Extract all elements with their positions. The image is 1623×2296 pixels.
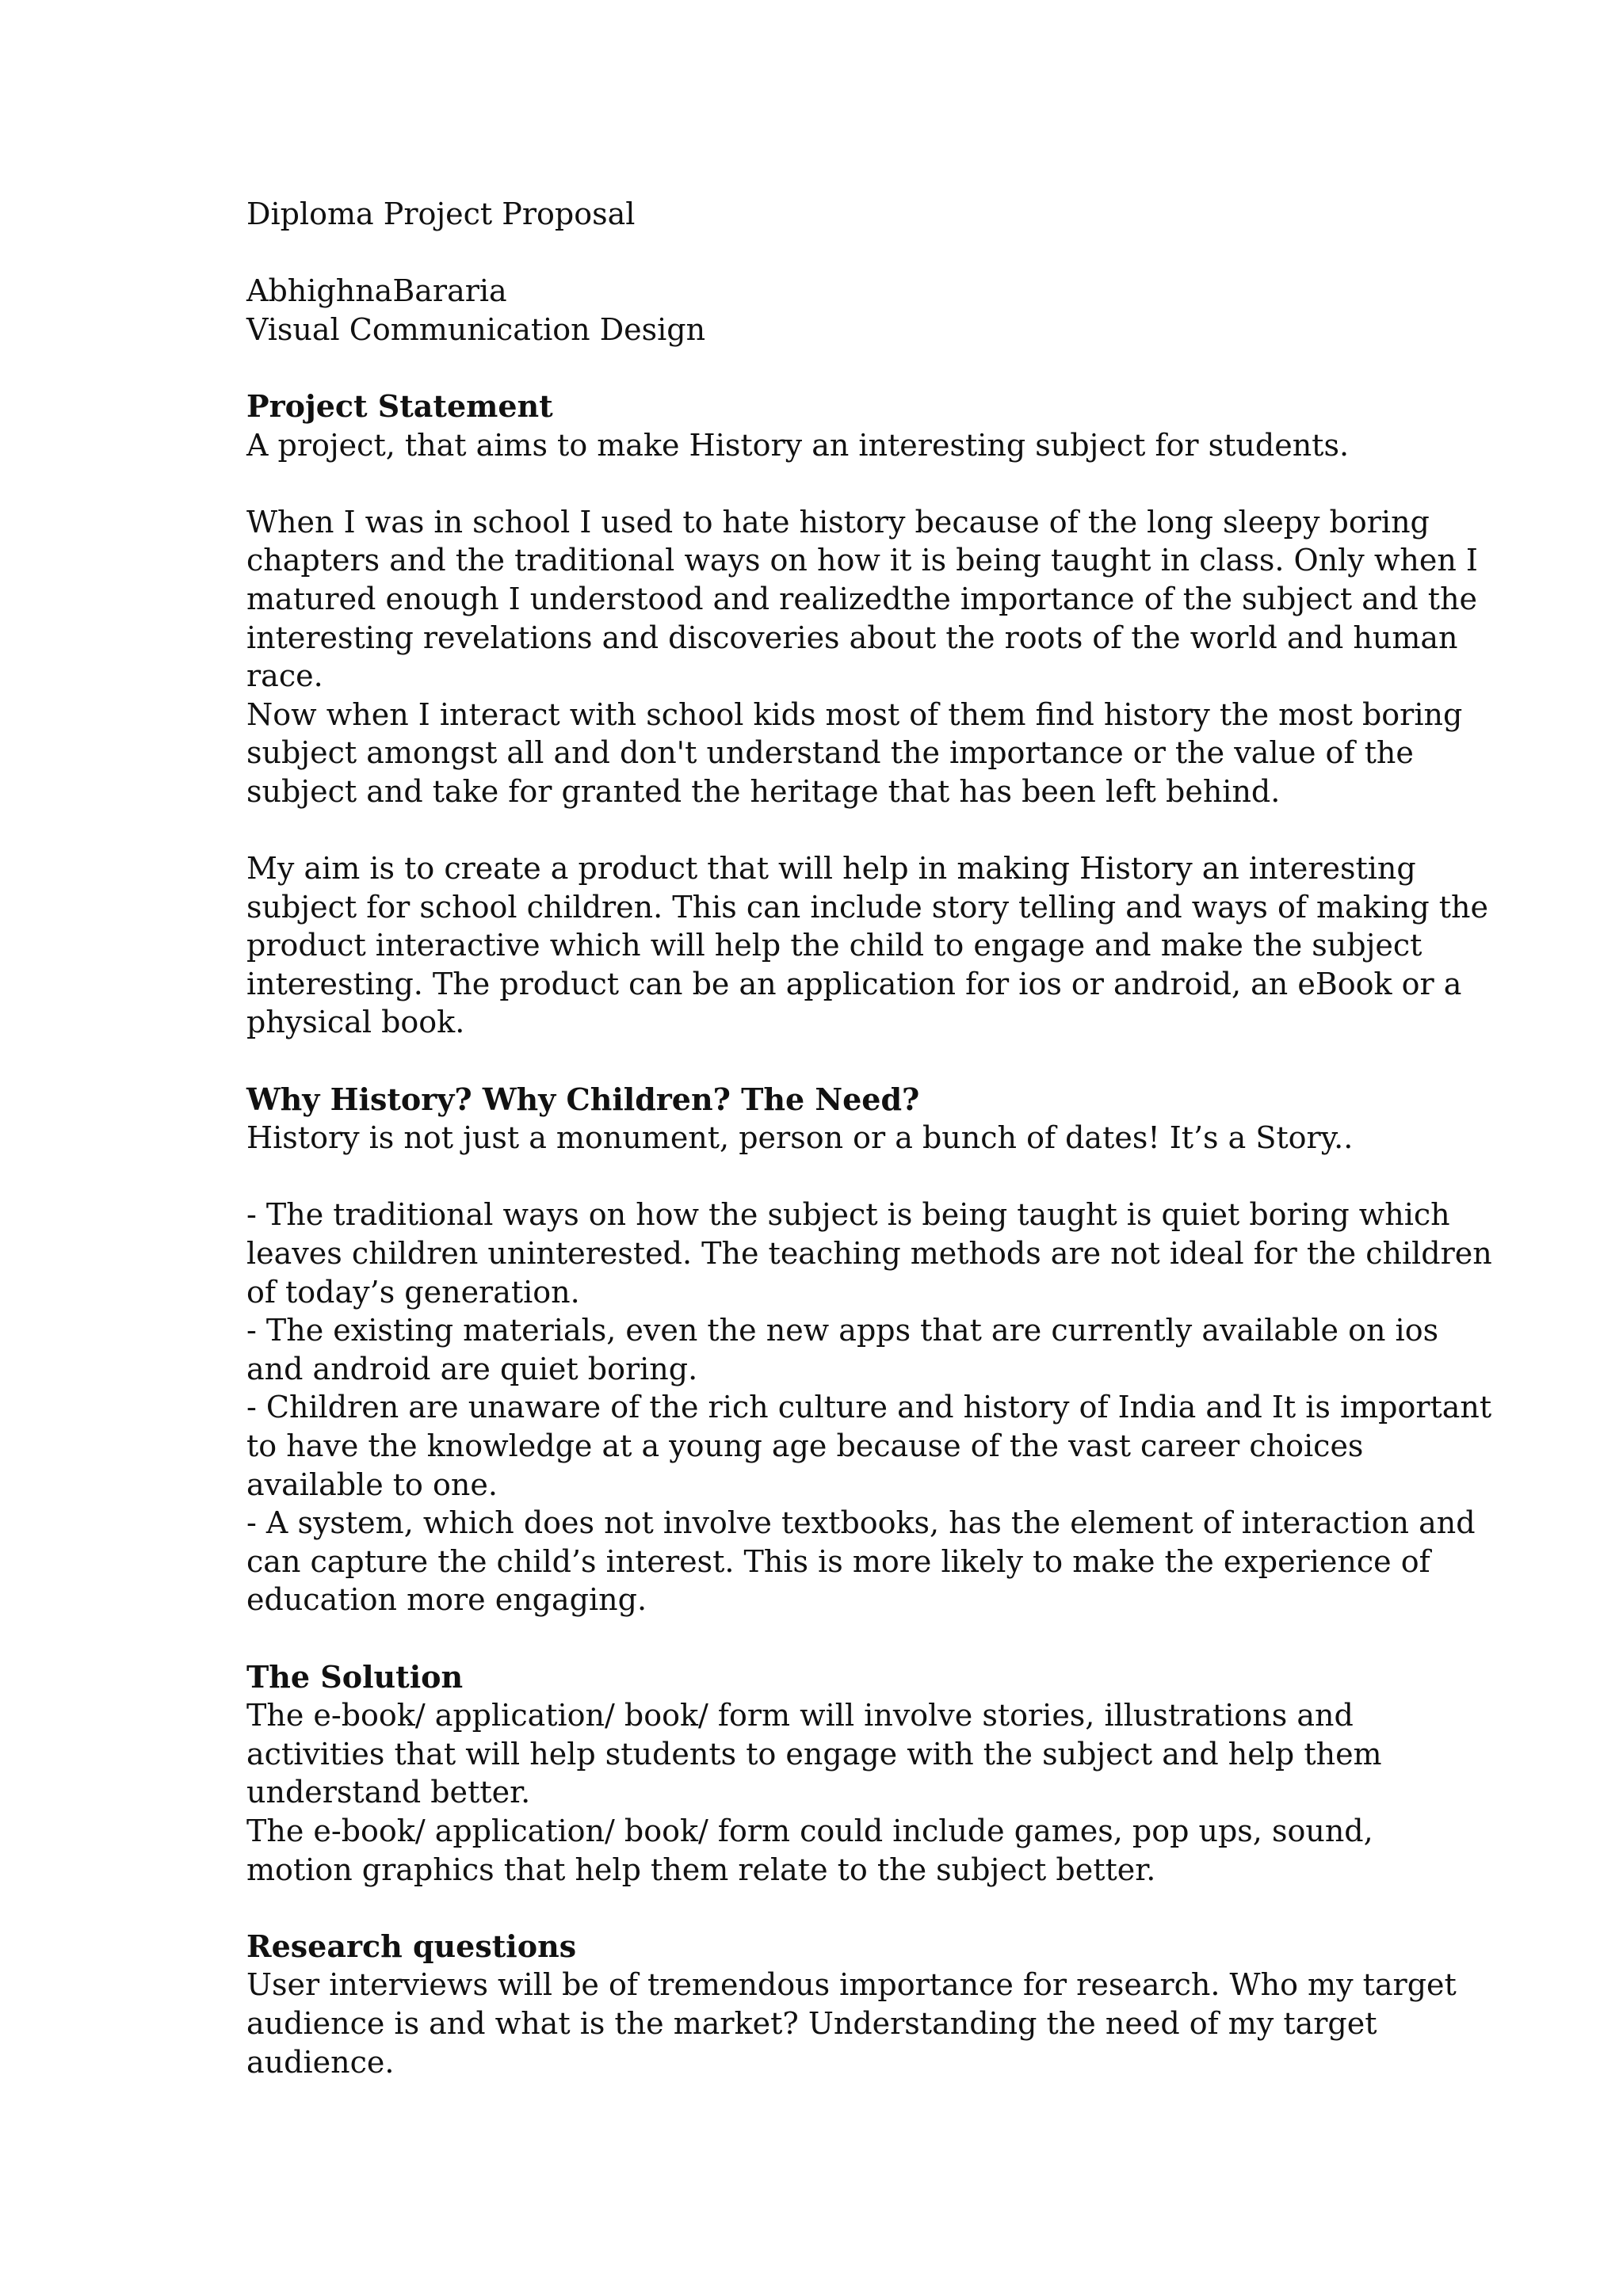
paragraph-line: My aim is to create a product that will help in making History an interesting (246, 851, 1416, 887)
bullet-line: leaves children uninterested. The teaching methods are not ideal for the children (246, 1236, 1492, 1272)
paragraph-line: chapters and the traditional ways on how it is being taught in class. Only when I (246, 543, 1478, 578)
paragraph-line: The e-book/ application/ book/ form will involve stories, illustrations and (246, 1698, 1354, 1733)
paragraph-line: motion graphics that help them relate to the subject better. (246, 1852, 1156, 1887)
document-body (246, 195, 1492, 2081)
project-statement-summary: A project, that aims to make History an interesting subject for students. (246, 427, 1350, 463)
spacer (246, 1619, 1388, 1658)
bullet-line: - Children are unaware of the rich culture and history of India and It is important (246, 1390, 1492, 1425)
paragraph-line: interesting revelations and discoveries about the roots of the world and human (246, 620, 1458, 655)
bullet-line: - The existing materials, even the new apps that are currently available on ios (246, 1313, 1439, 1348)
section-heading-project-statement: Project Statement (246, 387, 553, 424)
author-name: AbhighnaBararia (246, 273, 507, 309)
paragraph-line: Now when I interact with school kids most of them find history the most boring (246, 696, 1463, 732)
spacer (246, 1042, 1388, 1081)
paragraph-line: matured enough I understood and realizedthe importance of the subject and the (246, 581, 1478, 616)
why-history-intro: History is not just a monument, person or a bunch of dates! It’s a Story.. (246, 1120, 1354, 1156)
paragraph-line: When I was in school I used to hate history because of the long sleepy boring (246, 504, 1430, 540)
paragraph-line: activities that will help students to engage with the subject and help them (246, 1736, 1382, 1772)
bullet-line: and android are quiet boring. (246, 1351, 698, 1386)
document-title: Diploma Project Proposal (246, 196, 636, 231)
paragraph-line: product interactive which will help the child to engage and make the subject (246, 928, 1423, 963)
bullet-line: - A system, which does not involve textbooks, has the element of interaction and (246, 1505, 1476, 1541)
section-heading-solution: The Solution (246, 1658, 464, 1695)
bullet-line: available to one. (246, 1466, 498, 1502)
paragraph-line: The e-book/ application/ book/ form could include games, pop ups, sound, (246, 1813, 1373, 1848)
paragraph-line: physical book. (246, 1005, 465, 1040)
department-name: Visual Communication Design (246, 311, 706, 347)
paragraph-line: interesting. The product can be an application for ios or android, an eBook or a (246, 966, 1462, 1001)
bullet-line: education more engaging. (246, 1582, 647, 1618)
bullet-line: - The traditional ways on how the subject is being taught is quiet boring which (246, 1197, 1450, 1233)
spacer (246, 1158, 1388, 1196)
spacer (246, 1889, 1388, 1928)
paragraph-line: understand better. (246, 1775, 531, 1810)
paragraph-line: User interviews will be of tremendous importance for research. Who my target (246, 1967, 1457, 2003)
bullet-line: can capture the child’s interest. This is more likely to make the experience of (246, 1543, 1430, 1579)
section-heading-why-history: Why History? Why Children? The Need? (246, 1081, 920, 1117)
paragraph-line: subject for school children. This can include story telling and ways of making the (246, 889, 1488, 925)
section-heading-research: Research questions (246, 1928, 577, 1964)
spacer (246, 234, 1388, 273)
paragraph-line: audience. (246, 2044, 395, 2080)
paragraph-line: audience is and what is the market? Understanding the need of my target (246, 2005, 1377, 2041)
spacer (246, 349, 1388, 387)
paragraph-line: subject amongst all and don't understand the importance or the value of the (246, 735, 1414, 771)
spacer (246, 464, 1388, 503)
bullet-line: of today’s generation. (246, 1274, 580, 1310)
paragraph-line: race. (246, 658, 323, 694)
paragraph-line: subject and take for granted the heritage that has been left behind. (246, 773, 1281, 809)
spacer (246, 811, 1388, 850)
bullet-line: to have the knowledge at a young age because of the vast career choices (246, 1428, 1364, 1463)
